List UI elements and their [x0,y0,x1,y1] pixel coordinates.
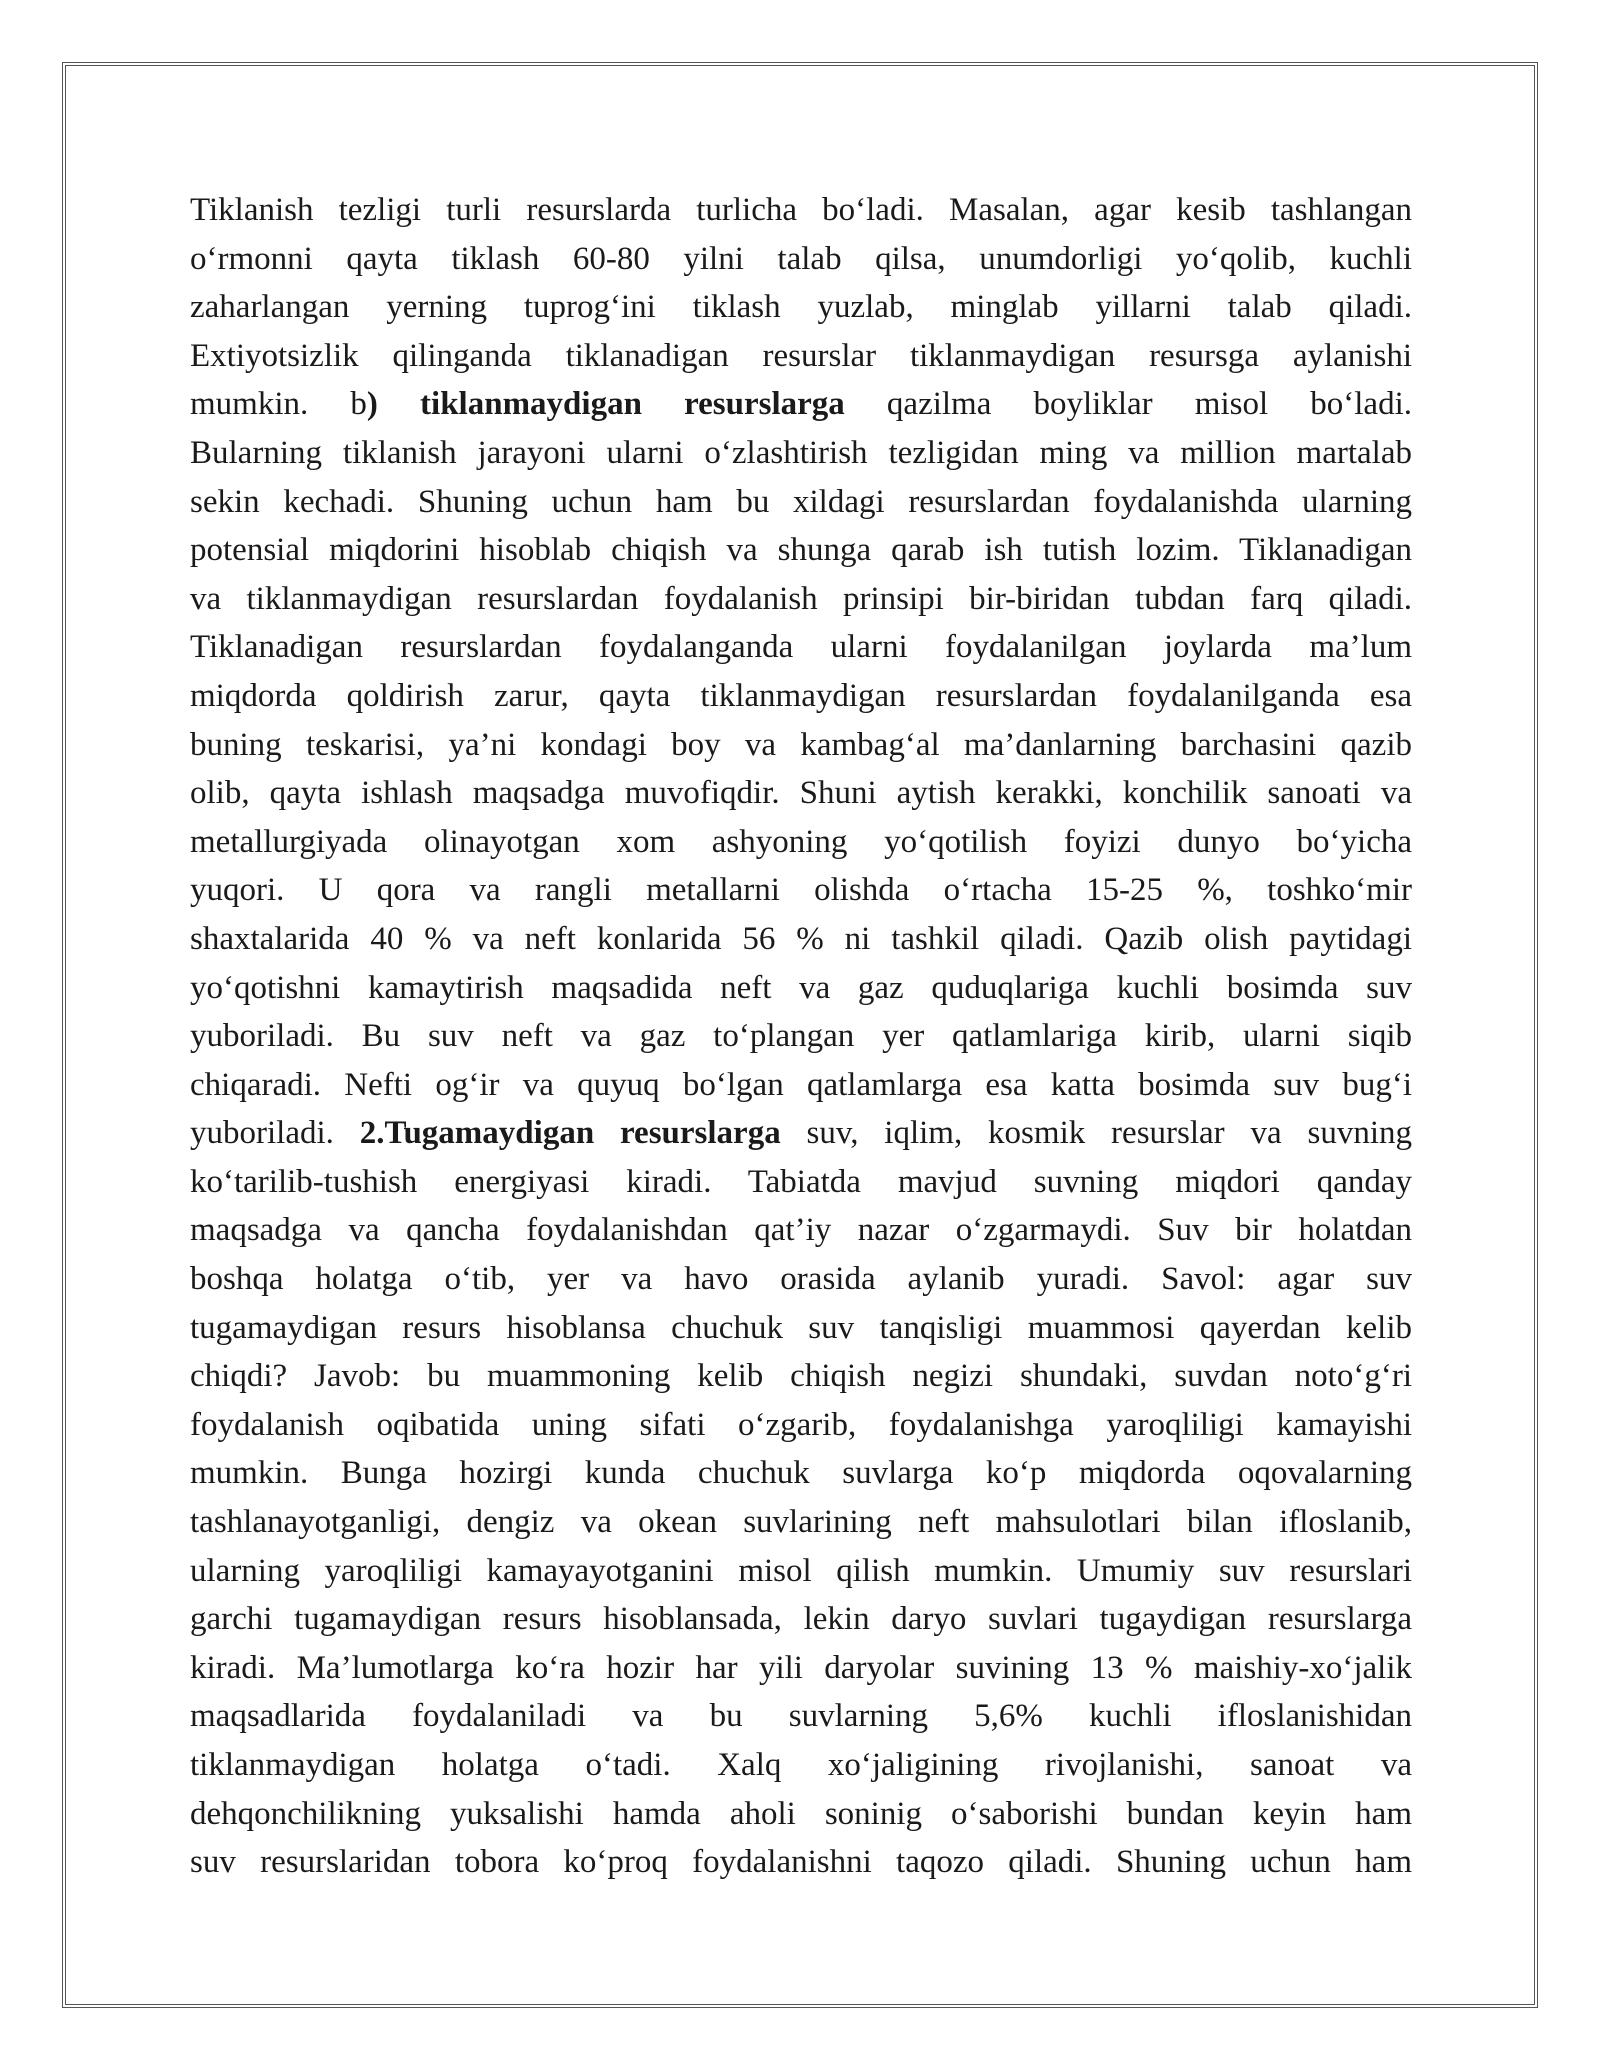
text-line: Tiklanadigan resurslardan foydalanganda ularni foydalanilgan joylarda ma’lum [190,629,1412,666]
text-line: maqsadga va qancha foydalanishdan qat’iy nazar o‘zgarmaydi. Suv bir holatdan [190,1212,1412,1249]
text-run: suv, iqlim, kosmik resurslar va suvning [780,1115,1412,1152]
text-line: tugamaydigan resurs hisoblansa chuchuk suv tanqisligi muammosi qayerdan kelib [190,1309,1412,1346]
document-body [190,186,1412,1887]
text-line: metallurgiyada olinayotgan xom ashyoning yo‘qotilish foyizi dunyo bo‘yicha [190,823,1412,860]
text-line: sekin kechadi. Shuning uchun ham bu xildagi resurslardan foydalanishda ularning [190,483,1412,520]
text-line: o‘rmonni qayta tiklash 60-80 yilni talab qilsa, unumdorligi yo‘qolib, kuchli [190,240,1412,277]
text-line: foydalanish oqibatida uning sifati o‘zgarib, foydalanishga yaroqliligi kamayishi [190,1406,1412,1443]
text-line: zaharlangan yerning tuprog‘ini tiklash yuzlab, minglab yillarni talab qiladi. [190,289,1412,326]
text-line: suv resurslaridan tobora ko‘proq foydalanishni taqozo qiladi. Shuning uchun ham [190,1844,1412,1881]
text-line: chiqdi? Javob: bu muammoning kelib chiqish negizi shundaki, suvdan noto‘g‘ri [190,1358,1412,1395]
text-line: boshqa holatga o‘tib, yer va havo orasida aylanib yuradi. Savol: agar suv [190,1261,1412,1298]
text-line: ko‘tarilib-tushish energiyasi kiradi. Tabiatda mavjud suvning miqdori qanday [190,1163,1412,1200]
text-line: va tiklanmaydigan resurslardan foydalanish prinsipi bir-biridan tubdan farq qiladi. [190,580,1412,617]
text-line: tashlanayotganligi, dengiz va okean suvlarining neft mahsulotlari bilan ifloslanib, [190,1504,1412,1541]
text-line: mumkin. Bunga hozirgi kunda chuchuk suvlarga ko‘p miqdorda oqovalarning [190,1455,1412,1492]
text-line: olib, qayta ishlash maqsadga muvofiqdir. Shuni aytish kerakki, konchilik sanoati va [190,775,1412,812]
text-line: yuqori. U qora va rangli metallarni olishda o‘rtacha 15-25 %, toshko‘mir [190,872,1412,909]
text-run: yuboriladi. [190,1115,360,1152]
text-line: Extiyotsizlik qilinganda tiklanadigan resurslar tiklanmaydigan resursga aylanishi [190,337,1412,374]
text-line: yuboriladi. Bu suv neft va gaz to‘plangan yer qatlamlariga kirib, ularni siqib [190,1018,1412,1055]
text-run: mumkin. b [190,386,367,423]
text-line: kiradi. Ma’lumotlarga ko‘ra hozir har yili daryolar suvining 13 % maishiy-xo‘jalik [190,1649,1412,1686]
text-line: yo‘qotishni kamaytirish maqsadida neft va gaz quduqlariga kuchli bosimda suv [190,969,1412,1006]
text-line: chiqaradi. Nefti og‘ir va quyuq bo‘lgan qatlamlarga esa katta bosimda suv bug‘i [190,1066,1412,1103]
text-line [190,1109,1412,1158]
text-line: maqsadlarida foydalaniladi va bu suvlarning 5,6% kuchli ifloslanishidan [190,1698,1412,1735]
text-line: miqdorda qoldirish zarur, qayta tiklanmaydigan resurslardan foydalanilganda esa [190,677,1412,714]
bold-term: 2.Tugamaydigan resurslarga [359,1115,781,1152]
text-line: ularning yaroqliligi kamayayotganini misol qilish mumkin. Umumiy suv resurslari [190,1552,1412,1589]
text-line: dehqonchilikning yuksalishi hamda aholi soninig o‘saborishi bundan keyin ham [190,1795,1412,1832]
text-run: qazilma boyliklar misol bo‘ladi. [844,386,1412,423]
text-line: buning teskarisi, ya’ni kondagi boy va kambag‘al ma’danlarning barchasini qazib [190,726,1412,763]
text-line: Tiklanish tezligi turli resurslarda turlicha bo‘ladi. Masalan, agar kesib tashlangan [190,192,1412,228]
text-line: garchi tugamaydigan resurs hisoblansada, lekin daryo suvlari tugaydigan resurslarga [190,1601,1412,1638]
bold-term: ) tiklanmaydigan resurslarga [366,386,845,423]
text-line [190,380,1412,429]
text-line: Bularning tiklanish jarayoni ularni o‘zlashtirish tezligidan ming va million martalab [190,434,1412,471]
text-line: potensial miqdorini hisoblab chiqish va shunga qarab ish tutish lozim. Tiklanadigan [190,532,1412,569]
text-line: shaxtalarida 40 % va neft konlarida 56 % ni tashkil qiladi. Qazib olish paytidagi [190,920,1412,957]
text-line: tiklanmaydigan holatga o‘tadi. Xalq xo‘jaligining rivojlanishi, sanoat va [190,1747,1412,1783]
